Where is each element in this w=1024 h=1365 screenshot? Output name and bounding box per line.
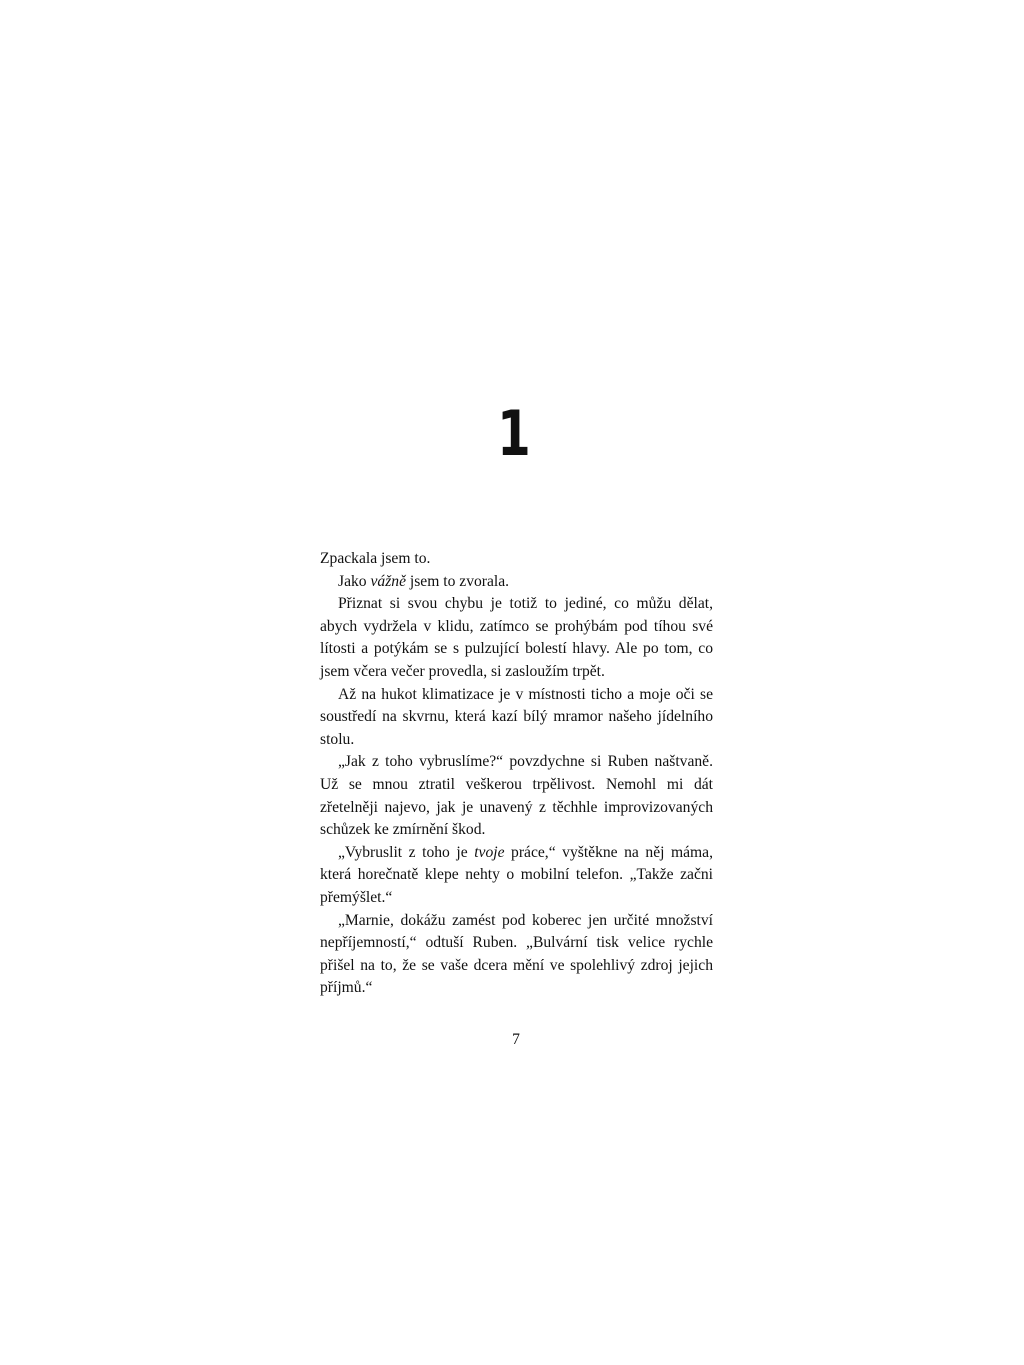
paragraph	[320, 842, 713, 910]
paragraph	[320, 571, 713, 594]
chapter-text	[320, 548, 713, 1000]
chapter-number: 1	[497, 397, 531, 470]
paragraph-text: „Vybruslit z toho je	[338, 843, 475, 861]
paragraph: „Jak z toho vybruslíme?“ povzdychne si Ruben naštvaně. Už se mnou ztratil veškerou trpělivost. Nemohl mi dát zřetelněji najevo, jak je unavený z těchhle improvizovaných schůzek ke zmírnění škod.	[320, 753, 713, 839]
paragraph-text: Jako	[338, 572, 371, 590]
paragraph: Až na hukot klimatizace je v místnosti ticho a moje oči se soustředí na skvrnu, která kazí bílý mramor našeho jídelního stolu.	[320, 685, 713, 748]
paragraph-text: práce,“ vyštěkne na něj máma, která horečnatě klepe nehty o mobilní telefon. „Takže začni přemýšlet.“	[320, 843, 713, 906]
paragraph: Zpackala jsem to.	[320, 550, 431, 567]
emphasized-word: vážně	[370, 572, 406, 590]
paragraph-text: jsem to zvorala.	[406, 572, 510, 590]
paragraph: Přiznat si svou chybu je totiž to jediné, co můžu dělat, abych vydržela v klidu, zatímco se prohýbám pod tíhou své lítosti a potýkám se s pulzující bolestí hlavy. Ale po tom, co jsem včera večer provedla, si zasloužím trpět.	[320, 595, 713, 680]
paragraph: „Marnie, dokážu zamést pod koberec jen určité množství nepříjemností,“ odtuší Ruben. „Bulvární tisk velice rychle přišel na to, že se vaše dcera mění ve spolehlivý zdroj jejich příjmů.“	[320, 911, 713, 997]
page-number: 7	[512, 1031, 520, 1048]
emphasized-word: tvoje	[474, 843, 505, 861]
